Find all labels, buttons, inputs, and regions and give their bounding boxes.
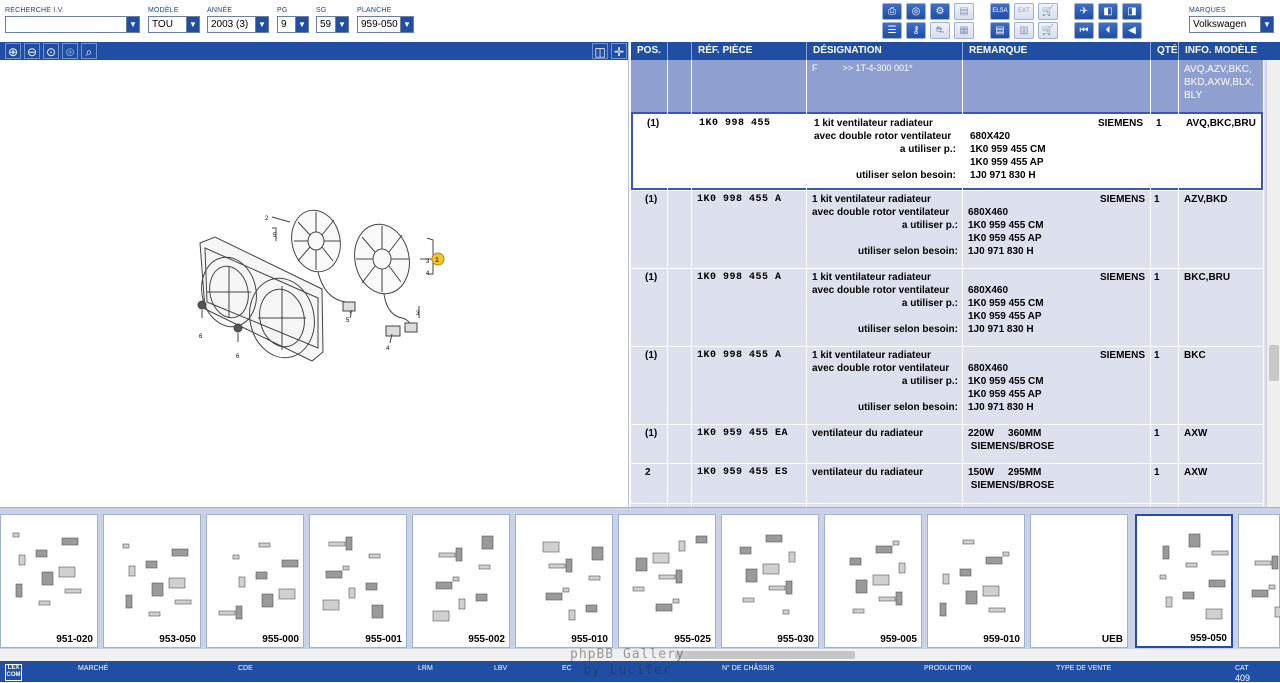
marques-field bbox=[1189, 5, 1274, 33]
row-designation-line: a utiliser p.: bbox=[901, 298, 958, 309]
row-designation-line: a utiliser p.: bbox=[901, 220, 958, 231]
row-remarque-line: 680X460 bbox=[968, 363, 1009, 374]
thumbnail-drawing bbox=[829, 521, 917, 629]
thumbnail-955-010[interactable] bbox=[515, 514, 613, 648]
thumbnail-label: 959-050 bbox=[1190, 633, 1227, 644]
callout-5b: 5 bbox=[346, 318, 350, 324]
row-ref: 1K0 998 455 A bbox=[697, 194, 782, 205]
row-designation-line: a utiliser p.: bbox=[901, 376, 958, 387]
table-header bbox=[631, 42, 1280, 60]
split-view-icon[interactable]: ◫ bbox=[592, 43, 608, 59]
thumbnail-955-000[interactable] bbox=[206, 514, 304, 648]
chevron-down-icon[interactable]: ▼ bbox=[1260, 17, 1273, 32]
thumbnail-drawing bbox=[623, 521, 711, 629]
thumbnail-955-025[interactable] bbox=[618, 514, 716, 648]
footer-cat: CAT bbox=[1235, 665, 1249, 672]
lexcom-logo: LEX COM bbox=[5, 664, 22, 681]
thumbnail-959-005[interactable] bbox=[824, 514, 922, 648]
row-maker: SIEMENS bbox=[1099, 272, 1145, 283]
thumbnail-drawing bbox=[726, 521, 814, 629]
thumbnail-drawing bbox=[520, 521, 608, 629]
thumbnail-953-050[interactable] bbox=[103, 514, 201, 648]
thumbnail-label: 951-020 bbox=[56, 634, 93, 645]
thumbnail-959-050[interactable] bbox=[1135, 514, 1233, 648]
list-icon[interactable]: ☰ bbox=[882, 22, 902, 39]
footer-chassis: N° DE CHÂSSIS bbox=[722, 665, 775, 672]
planche-label: PLANCHE bbox=[357, 7, 392, 14]
row-pos: (1) bbox=[645, 350, 658, 361]
row-remarque-line: SIEMENS/BROSE bbox=[968, 480, 1055, 491]
footer-lbv: LBV bbox=[494, 665, 508, 672]
parts-list-icon[interactable]: ▤ bbox=[954, 3, 974, 20]
row-designation-line: avec double rotor ventilateur bbox=[812, 207, 950, 218]
row-remarque-line: 1J0 971 830 H bbox=[970, 170, 1036, 181]
row-pos: (1) bbox=[645, 428, 658, 439]
chevron-down-icon[interactable]: ▼ bbox=[295, 17, 308, 32]
row-qty: 1 bbox=[1154, 428, 1160, 439]
row-info: AVQ,BKC,BRU bbox=[1186, 118, 1256, 129]
row-remarque-line: SIEMENS/BROSE bbox=[968, 441, 1055, 452]
sg-select[interactable]: 59 ▼ bbox=[316, 16, 349, 33]
row-designation-line: 1 kit ventilateur radiateur bbox=[812, 350, 931, 361]
row-divider bbox=[631, 503, 1263, 504]
row-remarque-line: 1K0 959 455 AP bbox=[968, 311, 1042, 322]
table-row[interactable] bbox=[631, 424, 1263, 463]
marques-select[interactable]: Volkswagen ▼ bbox=[1189, 16, 1274, 33]
row-remarque-line: 1K0 959 455 CM bbox=[968, 376, 1044, 387]
row-remarque-line: 1K0 959 455 CM bbox=[968, 220, 1044, 231]
row-designation-line: ventilateur du radiateur bbox=[812, 467, 924, 478]
row-remarque-line: 1K0 959 455 AP bbox=[970, 157, 1044, 168]
annee-select[interactable]: 2003 (3) ▼ bbox=[207, 16, 269, 33]
row-designation-line: utiliser selon besoin: bbox=[857, 324, 958, 335]
row-pos: 2 bbox=[645, 467, 651, 478]
col-qty[interactable]: QTÉ bbox=[1150, 42, 1178, 60]
thumbnail-label: 959-010 bbox=[983, 634, 1020, 645]
print-icon[interactable]: ⎙ bbox=[882, 3, 902, 20]
row-info: AZV,BKD bbox=[1184, 194, 1228, 205]
thumbnail-scroll-thumb[interactable] bbox=[675, 651, 855, 659]
row-designation-line: 1 kit ventilateur radiateur bbox=[812, 194, 931, 205]
next-icon[interactable]: ◀ bbox=[1122, 22, 1142, 39]
pg-field bbox=[277, 5, 309, 33]
col-designation[interactable]: DÉSIGNATION bbox=[806, 42, 962, 60]
footer-production: PRODUCTION bbox=[924, 665, 972, 672]
row-ref: 1K0 998 455 A bbox=[697, 350, 782, 361]
annee-field bbox=[207, 5, 269, 33]
row-qty: 1 bbox=[1156, 118, 1162, 129]
modele-field bbox=[148, 5, 200, 33]
thumbnail-drawing bbox=[211, 521, 299, 629]
callout-4b: 4 bbox=[386, 346, 390, 352]
footer-cat-value: 409 bbox=[1235, 673, 1251, 683]
annee-label: ANNÉE bbox=[207, 7, 233, 14]
thumbnail-959-010[interactable] bbox=[927, 514, 1025, 648]
row-info: BKC bbox=[1184, 350, 1206, 361]
callout-6: 6 bbox=[199, 334, 203, 340]
car-icon[interactable]: ⚙ bbox=[930, 3, 950, 20]
table-row[interactable] bbox=[631, 268, 1263, 346]
chevron-down-icon[interactable]: ▼ bbox=[400, 17, 413, 32]
thumbnail-next[interactable] bbox=[1238, 514, 1280, 648]
pg-select[interactable]: 9 ▼ bbox=[277, 16, 309, 33]
marques-label: MARQUES bbox=[1189, 7, 1226, 14]
exploded-drawing[interactable] bbox=[0, 60, 629, 507]
row-maker: SIEMENS bbox=[1099, 350, 1145, 361]
zoom-in-icon[interactable]: ⊕ bbox=[5, 43, 21, 59]
thumbnail-label: 955-002 bbox=[468, 634, 505, 645]
chevron-down-icon[interactable]: ▼ bbox=[255, 17, 268, 32]
filter-bar bbox=[0, 0, 1280, 42]
group-info: AVQ,AZV,BKC, BKD,AXW,BLX, BLY bbox=[1184, 64, 1255, 101]
callout-3: 3 bbox=[426, 259, 430, 265]
row-designation-line: avec double rotor ventilateur bbox=[814, 131, 952, 142]
row-designation-line: 1 kit ventilateur radiateur bbox=[812, 272, 931, 283]
callout-6b: 6 bbox=[236, 354, 240, 360]
invoice3-icon[interactable]: ▥ bbox=[1014, 22, 1034, 39]
first-icon[interactable]: ⏮ bbox=[1074, 22, 1094, 39]
row-ref: 1K0 998 455 bbox=[699, 118, 771, 129]
col-ref[interactable]: RÉF. PIÈCE bbox=[691, 42, 806, 60]
sg-field bbox=[316, 5, 349, 33]
row-qty: 1 bbox=[1154, 350, 1160, 361]
footer-type-vente: TYPE DE VENTE bbox=[1056, 665, 1112, 672]
thumbnail-label: 955-025 bbox=[674, 634, 711, 645]
row-remarque-line: 1K0 959 455 CM bbox=[970, 144, 1046, 155]
callout-3b: 3 bbox=[416, 311, 420, 317]
row-remarque-line: 680X460 bbox=[968, 207, 1009, 218]
row-ref: 1K0 998 455 A bbox=[697, 272, 782, 283]
thumbnail-955-030[interactable] bbox=[721, 514, 819, 648]
thumbnail-drawing bbox=[1141, 522, 1229, 630]
thumbnail-955-001[interactable] bbox=[309, 514, 407, 648]
row-qty: 1 bbox=[1154, 467, 1160, 478]
row-qty: 1 bbox=[1154, 194, 1160, 205]
row-remarque-line: 220W 360MM bbox=[968, 428, 1042, 439]
radiator-fan-drawing bbox=[0, 60, 629, 507]
prev-icon[interactable]: ⏴ bbox=[1098, 22, 1118, 39]
footer-marche: MARCHÉ bbox=[78, 665, 109, 672]
row-designation-line: avec double rotor ventilateur bbox=[812, 285, 950, 296]
drawing-pane bbox=[0, 42, 629, 507]
row-designation-line: avec double rotor ventilateur bbox=[812, 363, 950, 374]
table-row[interactable] bbox=[631, 463, 1263, 503]
thumbnail-label: 955-001 bbox=[365, 634, 402, 645]
parts-table bbox=[631, 42, 1280, 507]
row-designation-line: 1 kit ventilateur radiateur bbox=[814, 118, 933, 129]
row-ref: 1K0 959 455 ES bbox=[697, 467, 789, 478]
planche-thumbnails bbox=[0, 507, 1280, 661]
row-maker: SIEMENS bbox=[1097, 118, 1143, 129]
thumbnail-label: UEB bbox=[1101, 634, 1123, 645]
callout-5: 5 bbox=[273, 233, 277, 239]
back-list-icon[interactable]: ◧ bbox=[1098, 3, 1118, 20]
row-remarque-line: 680X420 bbox=[970, 131, 1011, 142]
zoom-out-icon[interactable]: ⊖ bbox=[24, 43, 40, 59]
car-outline-icon[interactable]: ⛐ bbox=[930, 22, 950, 39]
thumbnail-drawing bbox=[1243, 521, 1280, 629]
recherche-iv-label: RECHERCHE I.V. bbox=[5, 7, 64, 14]
callout-4: 4 bbox=[426, 271, 430, 277]
row-designation-line: utiliser selon besoin: bbox=[857, 402, 958, 413]
thumbnail-label: 959-005 bbox=[880, 634, 917, 645]
table-row[interactable] bbox=[631, 346, 1263, 424]
row-pos: (1) bbox=[645, 194, 658, 205]
pin-icon[interactable]: ✈ bbox=[1074, 3, 1094, 20]
col-pos[interactable]: POS. bbox=[637, 45, 661, 56]
thumbnail-951-020[interactable] bbox=[0, 514, 98, 648]
thumbnail-UEB[interactable] bbox=[1030, 514, 1128, 648]
footer-ec: EC bbox=[562, 665, 572, 672]
table-row[interactable] bbox=[631, 190, 1263, 268]
viewer-toolbar bbox=[0, 42, 628, 60]
planche-select[interactable]: 959-050 ▼ bbox=[357, 16, 414, 33]
forward-list-icon[interactable]: ◨ bbox=[1122, 3, 1142, 20]
thumbnail-drawing bbox=[932, 521, 1020, 629]
table-row[interactable] bbox=[631, 112, 1263, 190]
cart-icon[interactable]: 🛒 bbox=[1038, 3, 1058, 20]
row-pos: (1) bbox=[647, 118, 660, 129]
row-designation-line: a utiliser p.: bbox=[899, 144, 956, 155]
callout-1: 1 bbox=[435, 257, 439, 264]
row-info: AXW bbox=[1184, 428, 1208, 439]
group-designation: F >> 1T-4-300 001* bbox=[812, 63, 913, 73]
row-info: BKC,BRU bbox=[1184, 272, 1231, 283]
row-remarque-line: 150W 295MM bbox=[968, 467, 1042, 478]
thumbnail-label: 955-000 bbox=[262, 634, 299, 645]
col-blank bbox=[667, 42, 691, 60]
invoice2-icon[interactable]: ▤ bbox=[990, 22, 1010, 39]
row-remarque-line: 1K0 959 455 AP bbox=[968, 389, 1042, 400]
move-icon[interactable]: ✛ bbox=[611, 43, 627, 59]
elsa-icon[interactable]: ELSA bbox=[990, 3, 1010, 20]
row-remarque-line: 1K0 959 455 AP bbox=[968, 233, 1042, 244]
recherche-iv-field bbox=[5, 5, 140, 33]
callout-2: 2 bbox=[265, 216, 269, 222]
zoom-area-icon[interactable]: ⊙ bbox=[43, 43, 59, 59]
spare-icon[interactable]: EXT bbox=[1014, 3, 1034, 20]
row-maker: SIEMENS bbox=[1099, 194, 1145, 205]
settings-disc-icon[interactable]: ◎ bbox=[906, 3, 926, 20]
thumbnail-label: 953-050 bbox=[159, 634, 196, 645]
footer-lrm: LRM bbox=[418, 665, 433, 672]
key-icon[interactable]: ⚷ bbox=[906, 22, 926, 39]
chevron-down-icon[interactable]: ▼ bbox=[126, 17, 139, 32]
row-designation-line: utiliser selon besoin: bbox=[855, 170, 956, 181]
row-remarque-line: 1K0 959 455 CM bbox=[968, 298, 1044, 309]
cart-add-icon[interactable]: 🛒 bbox=[1038, 22, 1058, 39]
row-remarque-line: 1J0 971 830 H bbox=[968, 402, 1034, 413]
row-designation-line: utiliser selon besoin: bbox=[857, 246, 958, 257]
zoom-fit-icon[interactable]: ⊛ bbox=[62, 43, 78, 59]
footer-cde: CDE bbox=[238, 665, 253, 672]
row-info: AXW bbox=[1184, 467, 1208, 478]
recherche-iv-select[interactable] bbox=[5, 16, 140, 33]
thumbnail-drawing bbox=[417, 521, 505, 629]
thumbnail-drawing bbox=[314, 521, 402, 629]
table-scrollbar[interactable] bbox=[1266, 60, 1280, 507]
row-remarque-line: 1J0 971 830 H bbox=[968, 246, 1034, 257]
col-info[interactable]: INFO. MODÈLE bbox=[1178, 42, 1266, 60]
group-row bbox=[631, 60, 1263, 112]
row-remarque-line: 680X460 bbox=[968, 285, 1009, 296]
watermark: phpBB Gallery by Lucifer bbox=[570, 647, 685, 678]
modele-select[interactable]: TOU ▼ bbox=[148, 16, 200, 33]
pg-label: PG bbox=[277, 7, 288, 14]
scroll-thumb[interactable] bbox=[1269, 345, 1279, 381]
thumbnail-955-002[interactable] bbox=[412, 514, 510, 648]
row-remarque-line: 1J0 971 830 H bbox=[968, 324, 1034, 335]
chevron-down-icon[interactable]: ▼ bbox=[335, 17, 348, 32]
row-qty: 1 bbox=[1154, 272, 1160, 283]
thumbnail-drawing bbox=[108, 521, 196, 629]
col-remarque[interactable]: REMARQUE bbox=[962, 42, 1150, 60]
search-icon[interactable]: ⌕ bbox=[81, 43, 97, 59]
invoice-icon[interactable]: ▦ bbox=[954, 22, 974, 39]
thumbnail-drawing bbox=[5, 521, 93, 629]
sg-label: SG bbox=[316, 7, 327, 14]
row-ref: 1K0 959 455 EA bbox=[697, 428, 789, 439]
modele-label: MODÈLE bbox=[148, 7, 179, 14]
chevron-down-icon[interactable]: ▼ bbox=[186, 17, 199, 32]
planche-field bbox=[357, 5, 414, 33]
thumbnail-label: 955-030 bbox=[777, 634, 814, 645]
thumbnail-label: 955-010 bbox=[571, 634, 608, 645]
row-pos: (1) bbox=[645, 272, 658, 283]
row-designation-line: ventilateur du radiateur bbox=[812, 428, 924, 439]
